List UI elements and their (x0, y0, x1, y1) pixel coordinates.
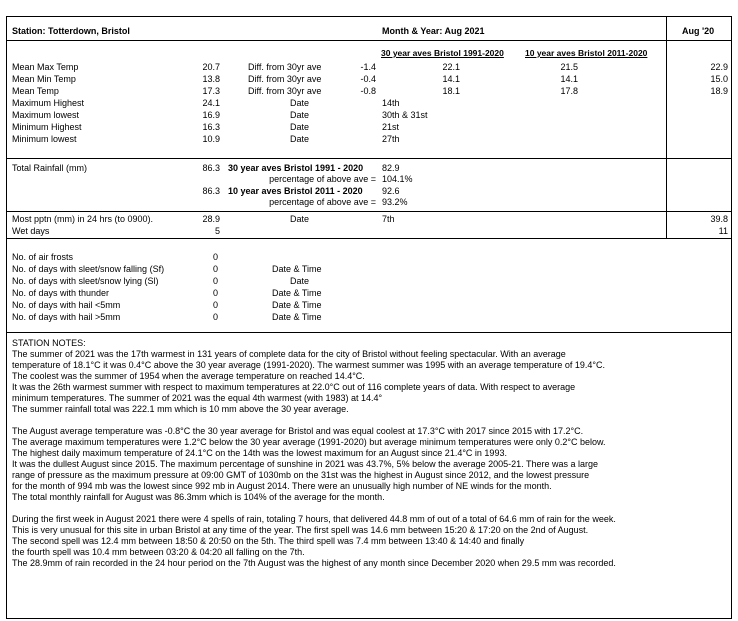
temp-ave30: 14.1 (442, 74, 460, 84)
border-bottom (6, 618, 732, 619)
count-label: No. of days with sleet/snow lying (Sl) (12, 276, 159, 286)
extreme-date: 27th (382, 134, 400, 144)
temp-diff: -0.8 (360, 86, 376, 96)
extreme-label: Maximum lowest (12, 110, 80, 120)
count-value: 0 (213, 276, 219, 286)
count-extra: Date & Time (272, 300, 322, 310)
temp-diff: -0.4 (360, 74, 376, 84)
rainfall-pct2-label: percentage of above ave = (269, 197, 376, 207)
count-value: 0 (213, 288, 219, 298)
rainfall-ave2-label: 10 year aves Bristol 2011 - 2020 (228, 186, 363, 196)
notes-gap (12, 503, 732, 514)
notes-title: STATION NOTES: (12, 338, 86, 348)
rainfall-pct1: 104.1% (382, 174, 413, 184)
notes-line: This is very unusual for this site in urban Bristol at any time of the year. The first spell was 14.6 mm between 15:20 & 17:20 on the 2nd of August. (12, 525, 589, 535)
count-label: No. of days with thunder (12, 288, 110, 298)
count-value: 0 (213, 300, 219, 310)
extreme-date: 30th & 31st (382, 110, 428, 120)
extreme-label: Maximum Highest (12, 98, 85, 108)
temp-prev: 15.0 (710, 74, 728, 84)
notes-line: range of pressure as the maximum pressure at 09:00 GMT of 1030mb on the 31st was the highest in August since 2012, and the lowest pressure (12, 470, 590, 480)
rainfall-value-2: 86.3 (202, 186, 220, 196)
count-label: No. of days with hail <5mm (12, 300, 121, 310)
notes-line: minimum temperatures. The summer of 2021 was the equal 4th warmest (with 1983) at 14.4° (12, 393, 383, 403)
divider-v (666, 16, 667, 238)
notes-line: The highest daily maximum temperature of 24.1°C on the 14th was the lowest maximum for an August since 21.4°C in 1993. (12, 448, 507, 458)
pptn-date: 7th (382, 214, 395, 224)
col-aves-1991: 30 year aves Bristol 1991-2020 (381, 48, 504, 58)
rainfall-pct1-label: percentage of above ave = (269, 174, 376, 184)
divider-header (6, 40, 732, 41)
station-title: Station: Totterdown, Bristol (12, 26, 130, 36)
count-value: 0 (213, 252, 219, 262)
temp-ave10: 17.8 (560, 86, 578, 96)
wet-days-prev: 11 (718, 226, 728, 236)
pptn-prev: 39.8 (710, 214, 728, 224)
extreme-value: 16.3 (202, 122, 220, 132)
notes-line: temperature of 18.1°C it was 0.4°C above the 30 year average (1991-2020). The warmest summer was 1995 with an average temperature of 19.4°C. (12, 360, 605, 370)
border-top (6, 16, 732, 17)
notes-line: It was the dullest August since 2015. The maximum percentage of sunshine in 2021 was 43.7%, 5% below the average 2005-21. There was a large (12, 459, 599, 469)
count-value: 0 (213, 312, 219, 322)
notes-line: for the month of 994 mb was the lowest since 992 mb in August 2014. There were an unusually high number of NE winds for the month. (12, 481, 552, 491)
compare-period: Aug '20 (682, 26, 715, 36)
month-year: Month & Year: Aug 2021 (382, 26, 485, 36)
extreme-label: Minimum lowest (12, 134, 77, 144)
divider-rain (6, 158, 732, 159)
notes-line: The second spell was 12.4 mm between 18:50 & 20:50 on the 5th. The third spell was 7.4 mm between 13:40 & 14:40 and finally (12, 536, 525, 546)
notes-gap (12, 415, 732, 426)
station-notes (12, 338, 732, 569)
divider-notes (6, 332, 732, 333)
extreme-date-label: Date (290, 122, 310, 132)
temp-prev: 22.9 (710, 62, 728, 72)
pptn-date-label: Date (290, 214, 310, 224)
temp-label: Mean Temp (12, 86, 59, 96)
count-label: No. of days with sleet/snow falling (Sf) (12, 264, 165, 274)
extreme-date-label: Date (290, 98, 310, 108)
temp-label: Mean Max Temp (12, 62, 79, 72)
notes-line: The total monthly rainfall for August was 86.3mm which is 104% of the average for the month. (12, 492, 385, 502)
extreme-date: 21st (382, 122, 400, 132)
rainfall-ave2: 92.6 (382, 186, 400, 196)
notes-line: The summer of 2021 was the 17th warmest in 131 years of complete data for the city of Bristol without feeling spectacular. With an average (12, 349, 566, 359)
temp-diff-label: Diff. from 30yr ave (248, 86, 322, 96)
temp-diff: -1.4 (360, 62, 376, 72)
pptn-label: Most pptn (mm) in 24 hrs (to 0900). (12, 214, 154, 224)
count-label: No. of air frosts (12, 252, 74, 262)
notes-line: It was the 26th warmest summer with respect to maximum temperatures at 22.0°C out of 116 complete years of data. With respect to average (12, 382, 576, 392)
rainfall-pct2: 93.2% (382, 197, 408, 207)
temp-label: Mean Min Temp (12, 74, 76, 84)
wet-days-value: 5 (214, 226, 220, 236)
temp-prev: 18.9 (710, 86, 728, 96)
temp-ave10: 21.5 (560, 62, 578, 72)
divider-counts (6, 238, 732, 239)
temp-value: 17.3 (202, 86, 220, 96)
count-extra: Date & Time (272, 312, 322, 322)
notes-line: During the first week in August 2021 there were 4 spells of rain, totaling 7 hours, that delivered 44.8 mm of out of a total of 64.6 mm of rain for the week. (12, 514, 616, 524)
col-aves-2011: 10 year aves Bristol 2011-2020 (525, 48, 648, 58)
notes-line: The August average temperature was -0.8°C the 30 year average for Bristol and was equal coolest at 17.3°C with 2017 since 2015 with 17.2°C. (12, 426, 584, 436)
extreme-value: 16.9 (202, 110, 220, 120)
rainfall-value-1: 86.3 (202, 163, 220, 173)
extreme-date-label: Date (290, 110, 310, 120)
notes-line: The average maximum temperatures were 1.2°C below the 30 year average (1991-2020) but average minimum temperatures were only 0.2°C below. (12, 437, 606, 447)
extreme-date-label: Date (290, 134, 310, 144)
extreme-date: 14th (382, 98, 400, 108)
notes-line: The coolest was the summer of 1954 when the average temperature on reached 14.4°C. (12, 371, 365, 381)
count-extra: Date & Time (272, 288, 322, 298)
extreme-value: 10.9 (202, 134, 220, 144)
border-left (6, 16, 7, 619)
temp-ave30: 22.1 (442, 62, 460, 72)
temp-value: 13.8 (202, 74, 220, 84)
count-extra: Date & Time (272, 264, 322, 274)
temp-diff-label: Diff. from 30yr ave (248, 62, 322, 72)
temp-value: 20.7 (202, 62, 220, 72)
rainfall-ave1: 82.9 (382, 163, 400, 173)
extreme-value: 24.1 (202, 98, 220, 108)
notes-line: The summer rainfall total was 222.1 mm which is 10 mm above the 30 year average. (12, 404, 349, 414)
divider-pptn (6, 211, 732, 212)
temp-ave10: 14.1 (560, 74, 578, 84)
notes-line: The 28.9mm of rain recorded in the 24 hour period on the 7th August was the highest of any month since December 2020 when 29.5 mm was recorded. (12, 558, 616, 568)
temp-diff-label: Diff. from 30yr ave (248, 74, 322, 84)
count-extra: Date (290, 276, 310, 286)
pptn-value: 28.9 (202, 214, 220, 224)
wet-days-label: Wet days (12, 226, 50, 236)
count-value: 0 (213, 264, 219, 274)
notes-line: the fourth spell was 10.4 mm between 03:20 & 04:20 all falling on the 7th. (12, 547, 305, 557)
temp-ave30: 18.1 (442, 86, 460, 96)
count-label: No. of days with hail >5mm (12, 312, 121, 322)
extreme-label: Minimum Highest (12, 122, 82, 132)
rainfall-label: Total Rainfall (mm) (12, 163, 88, 173)
rainfall-ave1-label: 30 year aves Bristol 1991 - 2020 (228, 163, 364, 173)
